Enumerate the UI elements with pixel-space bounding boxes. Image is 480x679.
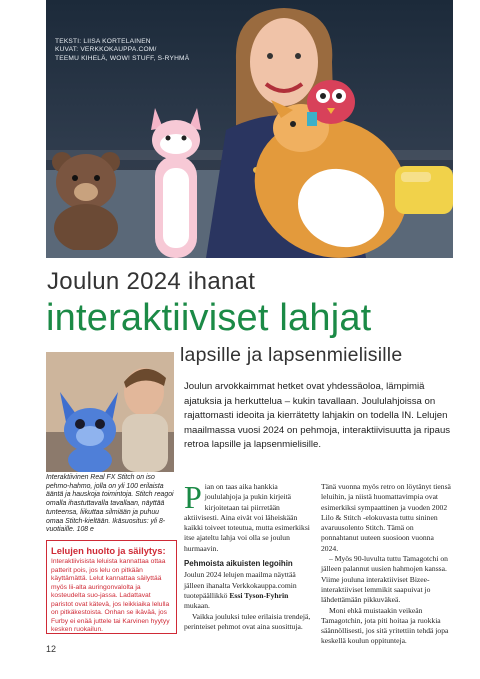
body-paragraph <box>184 570 313 611</box>
credit-line: TEEMU KIHELÄ, WOW! STUFF, S-RYHMÄ <box>55 54 190 62</box>
body-text: mukaan. <box>184 601 210 611</box>
headline-line-1: Joulun 2024 ihanat <box>47 268 256 295</box>
body-text: Joulun 2024 lelujen maailma näyttää jälleen ihanalta Verkkokauppa.comin tuotepäällikkö <box>184 570 297 600</box>
photo-credits <box>55 38 189 63</box>
yellow-pillow <box>391 160 453 220</box>
intro-text: ian on taas aika hankkia joululahjoja ja pukin kirjeitä kirjoitetaan tai piirretään aktiivisesti. Aina eivät voi läheiskään kaikki toiveet toteutua, mutta esimerkiksi itse ajateltu lahja voi olla se joulun hurmaavin. <box>184 482 310 553</box>
pink-cat-plush <box>141 98 211 258</box>
article-column-2 <box>321 482 452 647</box>
care-box-title: Lelujen huolto ja säilytys: <box>51 545 166 556</box>
article-column-1 <box>184 479 313 632</box>
furby-toy <box>301 68 361 128</box>
headline-line-3: lapsille ja lapsenmielisille <box>180 344 403 366</box>
body-paragraph: Tänä vuonna myös retro on löytänyt tiensä leluihin, ja niistä huomattavimpia ovat esimerkiksi sympaattinen ja vuoden 2002 Lilo & Stitch -elokuvasta tuttu sininen avaruusolento Stitch. Tämä on ponnahtanut uuteen suosioon vuonna 2024. <box>321 482 451 553</box>
body-paragraph: Moni ehkä muistaakin veikeän Tamagotchin, jota piti hoitaa ja ruokkia säännöllisesti, jos sitä yritettiin tehdä jopa keskellä koulun oppitunteja. <box>321 605 449 646</box>
drop-cap: P <box>184 479 202 515</box>
lead-paragraph: Joulun arvokkaimmat hetket ovat yhdessäoloa, lämpimiä ajatuksia ja herkuttelua – kukin tavallaan. Joululahjoissa on rajattomasti ideoita ja kierrätetty lahjakin on todella IN. Lelujen maailmassa vuosi 2024 on pehmoja, interaktiivisuutta ja ripaus retroa lapsille ja lapsenmielisille. <box>184 381 451 451</box>
care-box-text: Interaktiivisista leluista kannattaa ottaa patterit pois, jos lelu on pitkään käyttämättä. Lelut kannattaa säilyttää myös lii-alta auringonvalolta ja kosteudelta suo-jassa. Ladattavat paristot ovat kätevä, jos leikkiaika lelulla on pitkäkestoista. Onhan se ikävää, jos Furby ei enää juttele tai Karvinen hyytyy kesken ruokailun. <box>51 558 170 633</box>
intro-paragraph <box>184 479 313 554</box>
credit-line: TEKSTI: LIISA KORTELAINEN <box>55 38 151 45</box>
body-paragraph: – Myös 90-luvulta tuttu Tamagotchi on jälleen palannut uusien hahmojen kanssa. Viime jouluna interaktiiviset Bizee-interaktiiviset lemmikit saapuivat jo lähdettämään pikkuväkeä. <box>321 554 448 605</box>
section-subheading: Pehmoista aikuisten legoihin <box>184 559 293 569</box>
photo-caption: Interaktiivinen Real FX Stitch on iso pehmo-hahmo, jolla on yli 100 erilaista ääntä ja hauskoja toimintoja. Stitch reagoi omalla ihastuttavalla tavallaan, näyttää tunteensa, liikuttaa silmiään ja puhuu omaa Stitch-kieltään. Ikäsuositus: yli 8-vuotiaille. 108 e <box>46 474 174 534</box>
person-name: Essi Tyson-Fyhrin <box>229 590 289 600</box>
hero-photo <box>46 0 453 258</box>
page-number: 12 <box>46 644 57 654</box>
headline-line-2: interaktiiviset lahjat <box>46 297 372 339</box>
credit-line: KUVAT: VERKKOKAUPPA.COM/ <box>55 46 157 54</box>
stitch-photo <box>46 352 174 472</box>
stitch-photo-illustration <box>46 352 174 472</box>
teddy-bear-plush <box>48 140 128 250</box>
body-paragraph: Vaikka jouluksi tulee erilaisia trendejä, perinteiset pehmot ovat aina suosittuja. <box>184 611 311 631</box>
care-info-box <box>46 540 177 634</box>
